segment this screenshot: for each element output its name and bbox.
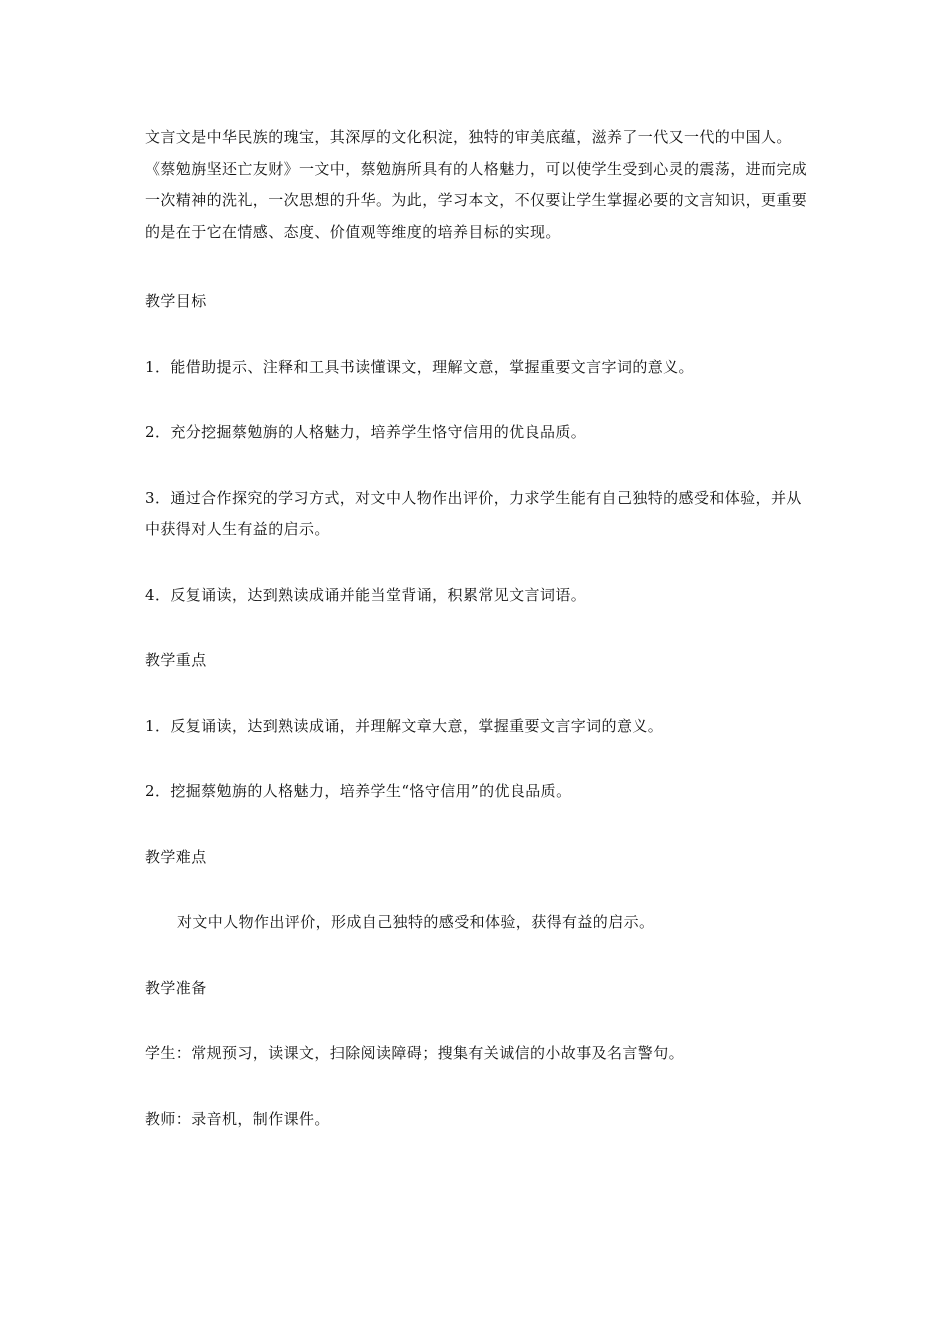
objective-item-3: 3．通过合作探究的学习方式，对文中人物作出评价，力求学生能有自己独特的感受和体验，并从中获得对人生有益的启示。	[145, 488, 802, 538]
section-heading-preparation: 教学准备	[145, 978, 207, 997]
preparation-teacher: 教师：录音机，制作课件。	[145, 1109, 330, 1128]
document-body	[145, 122, 815, 1135]
section-heading-difficulties: 教学难点	[145, 847, 207, 866]
objective-item-4: 4．反复诵读，达到熟读成诵并能当堂背诵，积累常见文言词语。	[145, 585, 587, 604]
key-point-item-1: 1．反复诵读，达到熟读成诵，并理解文章大意，掌握重要文言字词的意义。	[145, 716, 664, 735]
objective-item-1: 1．能借助提示、注释和工具书读懂课文，理解文意，掌握重要文言字词的意义。	[145, 357, 694, 376]
section-heading-key-points: 教学重点	[145, 651, 207, 669]
difficulty-text: 对文中人物作出评价，形成自己独特的感受和体验，获得有益的启示。	[177, 913, 655, 931]
objective-item-2: 2．充分挖掘蔡勉旃的人格魅力，培养学生恪守信用的优良品质。	[145, 423, 587, 441]
section-heading-objectives: 教学目标	[145, 292, 207, 310]
preparation-student: 学生：常规预习，读课文，扫除阅读障碍；搜集有关诚信的小故事及名言警句。	[145, 1044, 685, 1062]
key-point-item-2: 2．挖掘蔡勉旃的人格魅力，培养学生“恪守信用”的优良品质。	[145, 782, 572, 800]
intro-paragraph: 文言文是中华民族的瑰宝，其深厚的文化积淀，独特的审美底蕴，滋养了一代又一代的中国人。《蔡勉旃坚还亡友财》一文中，蔡勉旃所具有的人格魅力，可以使学生受到心灵的震荡，进而完成一次精神的洗礼，一次思想的升华。为此，学习本文，不仅要让学生掌握必要的文言知识，更重要的是在于它在情感、态度、价值观等维度的培养目标的实现。	[145, 128, 808, 241]
